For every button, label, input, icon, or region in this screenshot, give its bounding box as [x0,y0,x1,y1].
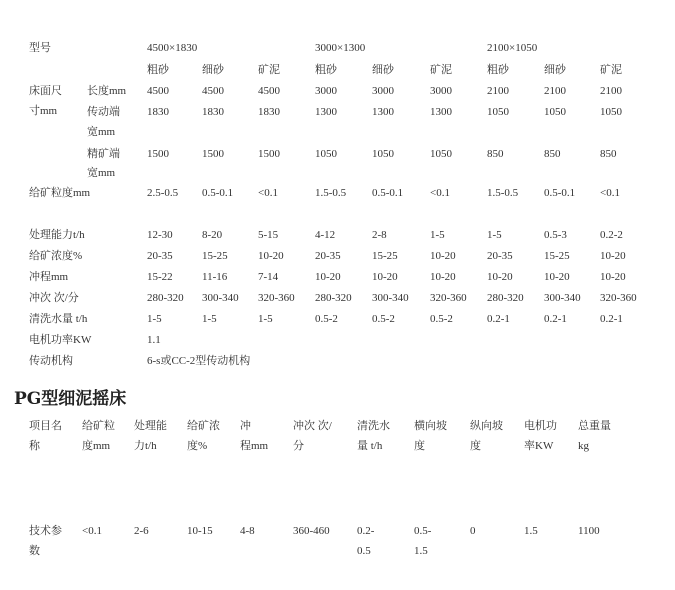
drive-end-width-value: 1300 [372,106,394,118]
fine-slime-header: 力t/h [134,440,157,452]
spec-row-value: 12-30 [147,229,173,241]
spec-row-value: 0.5-2 [430,313,453,325]
fine-slime-header: 度 [414,440,425,452]
fine-slime-value: 数 [29,545,40,557]
spec-row-value: 8-20 [202,229,223,241]
concentrate-end-width-value: 850 [487,148,504,160]
fine-slime-value: 4-8 [240,525,255,537]
model-header: 2100×1050 [487,42,538,54]
spec-row-label: 给矿浓度% [29,250,83,262]
drive-end-width-value: 1300 [430,106,452,118]
sand-type-header: 矿泥 [600,64,622,76]
spec-row-value: 2-8 [372,229,387,241]
fine-slime-header: 处理能 [134,420,167,432]
fine-slime-value: 2-6 [134,525,149,537]
spec-row-value: 0.2-1 [544,313,567,325]
bed-size-label: 寸mm [29,105,58,117]
spec-row-value: 1-5 [147,313,162,325]
drive-end-width-value: 1830 [202,106,224,118]
fine-slime-header: 电机功 [524,420,557,432]
spec-row-value: 320-360 [430,292,467,304]
fine-slime-header: 总重量 [578,420,611,432]
fine-slime-header: 项目名 [29,420,62,432]
drive-mechanism-value: 6-s或CC-2型传动机构 [147,355,251,367]
fine-slime-header: 称 [29,440,40,452]
drive-end-width-value: 1830 [147,106,169,118]
spec-row-value: 4-12 [315,229,336,241]
spec-row-value: 0.5-3 [544,229,567,241]
spec-row-value: 300-340 [202,292,239,304]
spec-row-value: 1.5-0.5 [487,187,519,199]
concentrate-end-width-value: 1500 [258,148,280,160]
spec-row-value: 1-5 [202,313,217,325]
spec-row-value: 0.5-2 [372,313,395,325]
spec-row-label: 处理能力t/h [29,229,85,241]
concentrate-end-width-value: 850 [544,148,561,160]
drive-end-width-value: 1830 [258,106,280,118]
spec-row-value: 280-320 [315,292,352,304]
sand-type-header: 粗砂 [147,64,169,76]
fine-slime-value: 0.5- [414,525,432,537]
spec-row-label: 清洗水量 t/h [29,313,88,325]
concentrate-end-width-value: 850 [600,148,617,160]
spec-row-value: 0.5-0.1 [372,187,404,199]
fine-slime-value: <0.1 [82,525,102,537]
drive-end-width-label: 传动端 [87,106,120,118]
length-value: 3000 [430,85,452,97]
spec-row-value: 0.2-1 [487,313,510,325]
fine-slime-value: 技术参 [29,525,62,537]
spec-row-value: 5-15 [258,229,279,241]
spec-row-value: 20-35 [487,250,513,262]
length-value: 2100 [600,85,622,97]
spec-row-value: 15-22 [147,271,173,283]
spec-row-value: 7-14 [258,271,279,283]
spec-row-value: 20-35 [315,250,341,262]
concentrate-end-width-value: 1050 [315,148,337,160]
length-value: 4500 [258,85,280,97]
sand-type-header: 粗砂 [487,64,509,76]
drive-end-width-value: 1050 [600,106,622,118]
motor-power-label: 电机功率KW [29,334,92,346]
fine-slime-header: 冲次 次/ [293,420,332,432]
spec-row-value: 280-320 [487,292,524,304]
model-header: 4500×1830 [147,42,198,54]
model-label: 型号 [29,42,51,54]
concentrate-end-width-label: 精矿端 [87,148,120,160]
spec-row-value: 10-20 [315,271,341,283]
concentrate-end-width-label: 宽mm [87,167,116,179]
spec-row-value: 300-340 [544,292,581,304]
spec-row-label: 给矿粒度mm [29,187,91,199]
length-value: 4500 [147,85,169,97]
bed-size-label: 床面尺 [29,85,62,97]
spec-row-value: 1.5-0.5 [315,187,347,199]
fine-slime-header: 给矿浓 [187,420,220,432]
spec-row-value: 10-20 [600,271,626,283]
fine-slime-header: 度 [470,440,481,452]
concentrate-end-width-value: 1500 [147,148,169,160]
spec-row-value: <0.1 [430,187,450,199]
spec-row-value: 0.5-0.1 [544,187,576,199]
model-header: 3000×1300 [315,42,366,54]
fine-slime-value: 0.5 [357,545,371,557]
fine-slime-header: 程mm [240,440,269,452]
fine-slime-header: 冲 [240,420,251,432]
fine-slime-header: 度mm [82,440,111,452]
spec-row-label: 冲次 次/分 [29,292,79,304]
spec-row-value: 10-20 [487,271,513,283]
spec-row-value: 10-20 [258,250,284,262]
spec-row-label: 冲程mm [29,271,69,283]
length-value: 4500 [202,85,224,97]
spec-row-value: 1-5 [487,229,502,241]
drive-mechanism-label: 传动机构 [29,355,73,367]
sand-type-header: 矿泥 [258,64,280,76]
fine-slime-value: 360-460 [293,525,330,537]
fine-slime-header: 率KW [524,440,554,452]
fine-slime-header: 度% [187,440,208,452]
spec-row-value: 10-20 [544,271,570,283]
spec-row-value: 0.2-2 [600,229,623,241]
fine-slime-value: 10-15 [187,525,213,537]
fine-slime-value: 1.5 [524,525,538,537]
spec-row-value: <0.1 [600,187,620,199]
fine-slime-value: 0.2- [357,525,375,537]
spec-row-value: 10-20 [600,250,626,262]
spec-row-value: 2.5-0.5 [147,187,179,199]
section-title: PG型细泥摇床 [14,389,127,409]
spec-row-value: 15-25 [372,250,398,262]
sand-type-header: 细砂 [544,64,566,76]
concentrate-end-width-value: 1050 [430,148,452,160]
spec-row-value: 20-35 [147,250,173,262]
fine-slime-value: 1.5 [414,545,428,557]
fine-slime-header: 纵向坡 [470,420,503,432]
spec-row-value: 10-20 [430,271,456,283]
sand-type-header: 细砂 [372,64,394,76]
motor-power-value: 1.1 [147,334,161,346]
spec-row-value: <0.1 [258,187,278,199]
fine-slime-value: 0 [470,525,476,537]
spec-row-value: 320-360 [600,292,637,304]
sand-type-header: 粗砂 [315,64,337,76]
spec-row-value: 11-16 [202,271,228,283]
concentrate-end-width-value: 1500 [202,148,224,160]
spec-row-value: 0.2-1 [600,313,623,325]
fine-slime-header: 分 [293,440,304,452]
drive-end-width-label: 宽mm [87,126,116,138]
drive-end-width-value: 1050 [544,106,566,118]
length-label: 长度mm [87,85,127,97]
concentrate-end-width-value: 1050 [372,148,394,160]
spec-row-value: 300-340 [372,292,409,304]
fine-slime-header: 清洗水 [357,420,390,432]
length-value: 2100 [487,85,509,97]
spec-row-value: 10-20 [372,271,398,283]
sand-type-header: 矿泥 [430,64,452,76]
spec-row-value: 15-25 [202,250,228,262]
fine-slime-header: 量 t/h [357,440,383,452]
spec-row-value: 0.5-2 [315,313,338,325]
length-value: 2100 [544,85,566,97]
sand-type-header: 细砂 [202,64,224,76]
spec-row-value: 0.5-0.1 [202,187,234,199]
spec-row-value: 15-25 [544,250,570,262]
length-value: 3000 [372,85,394,97]
fine-slime-value: 1100 [578,525,600,537]
drive-end-width-value: 1050 [487,106,509,118]
length-value: 3000 [315,85,337,97]
spec-row-value: 1-5 [258,313,273,325]
spec-row-value: 10-20 [430,250,456,262]
drive-end-width-value: 1300 [315,106,337,118]
fine-slime-header: 横向坡 [414,420,447,432]
fine-slime-header: kg [578,440,589,452]
fine-slime-header: 给矿粒 [82,420,115,432]
spec-row-value: 320-360 [258,292,295,304]
spec-row-value: 1-5 [430,229,445,241]
spec-row-value: 280-320 [147,292,184,304]
